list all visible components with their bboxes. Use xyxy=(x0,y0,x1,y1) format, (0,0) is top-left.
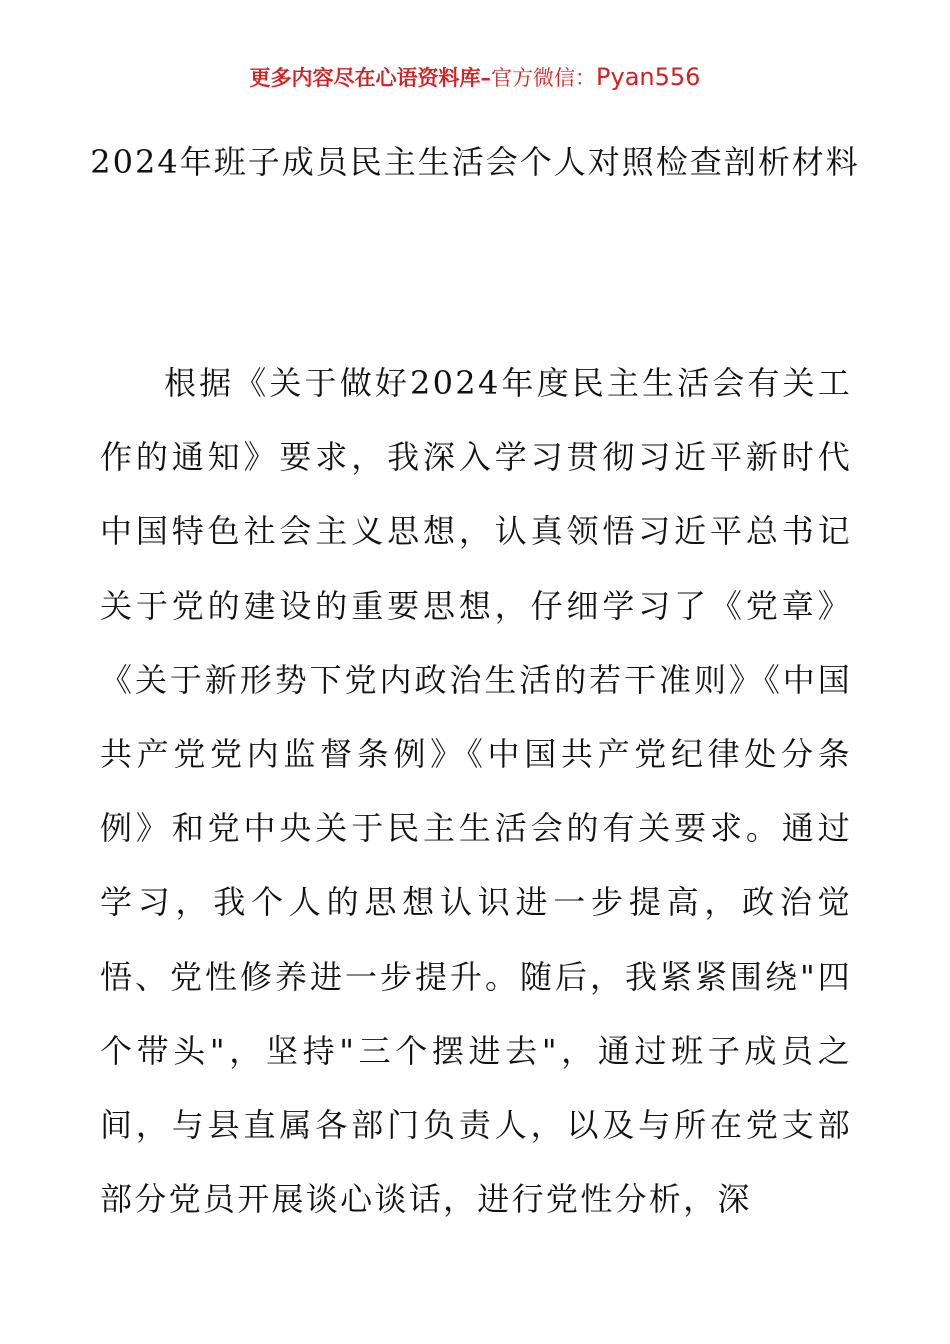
watermark-dash: – xyxy=(480,65,492,90)
watermark-banner xyxy=(0,62,950,93)
body-paragraph: 根据《关于做好2024年度民主生活会有关工作的通知》要求，我深入学习贯彻习近平新时代中国特色社会主义思想，认真领悟习近平总书记关于党的建设的重要思想，仔细学习了《党章》《关于新形势下党内政治生活的若干准则》《中国共产党党内监督条例》《中国共产党纪律处分条例》和党中央关于民主生活会的有关要求。通过学习，我个人的思想认识进一步提高，政治觉悟、党性修养进一步提升。随后，我紧紧围绕"四个带头"，坚持"三个摆进去"，通过班子成员之间，与县直属各部门负责人，以及与所在党支部部分党员开展谈心谈话，进行党性分析，深 xyxy=(100,364,852,1219)
watermark-wechat-label: 官方微信： xyxy=(491,66,597,90)
watermark-wechat-id: Pyan556 xyxy=(596,63,701,91)
watermark-label: 更多内容尽在心语资料库 xyxy=(249,65,481,90)
document-title: 2024年班子成员民主生活会个人对照检查剖析材料 xyxy=(90,143,860,181)
